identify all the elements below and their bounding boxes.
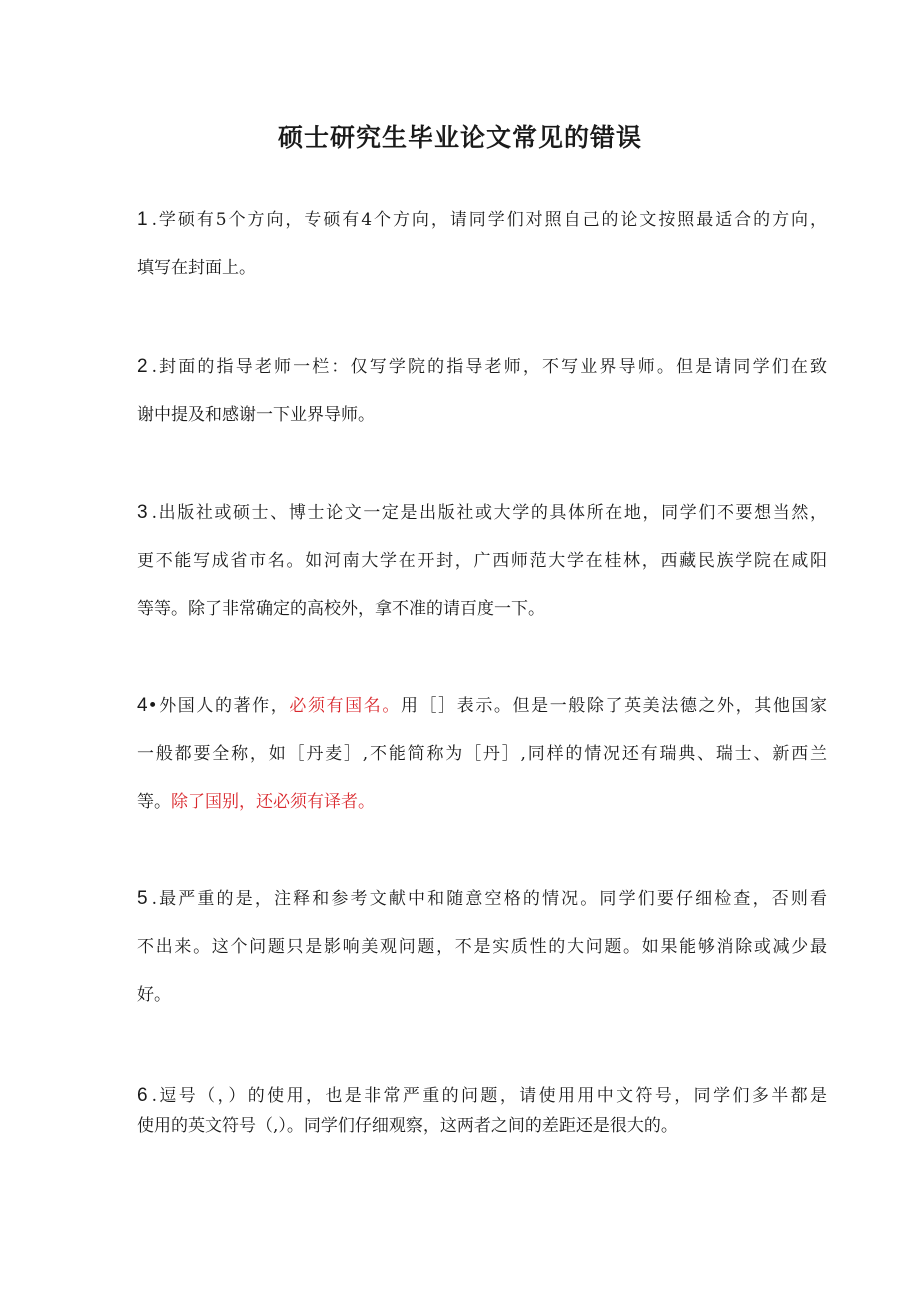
highlight-translator-required: 除了国别，还必须有译者。	[171, 792, 375, 812]
item-3-line-2: 更不能写成省市名。如河南大学在开封，广西师范大学在桂林，西藏民族学院在咸阳	[137, 551, 827, 571]
item-6-line-2: 使用的英文符号（,）。同学们仔细观察，这两者之间的差距还是很大的。	[137, 1116, 678, 1136]
page-title: 硕士研究生毕业论文常见的错误	[277, 123, 642, 152]
item-3-number: 3	[137, 502, 148, 523]
list-item-3	[137, 489, 827, 633]
item-2-line-1: 2 .封面的指导老师一栏：仅写学院的指导老师，不写业界导师。但是请同学们在致	[137, 356, 827, 377]
item-5-line-2: 不出来。这个问题只是影响美观问题，不是实质性的大问题。如果能够消除或减少最	[137, 937, 827, 957]
item-4-number: 4	[137, 695, 148, 716]
item-5-number: 5	[137, 888, 148, 909]
item-4-line-1: 4•外国人的著作，必须有国名。用［］表示。但是一般除了英美法德之外，其他国家	[137, 695, 828, 716]
item-6-number: 6	[137, 1085, 148, 1106]
item-2-line-2: 谢中提及和感谢一下业界导师。	[137, 405, 375, 425]
list-item-6	[137, 1081, 827, 1141]
item-3-line-3: 等等。除了非常确定的高校外，拿不准的请百度一下。	[137, 599, 545, 619]
list-item-2	[137, 343, 827, 439]
item-1-line-1: 1 .学硕有5个方向，专硕有4个方向，请同学们对照自己的论文按照最适合的方向，	[137, 209, 827, 230]
item-1-number: 1	[137, 209, 148, 230]
item-4-line-3: 等。除了国别，还必须有译者。	[137, 792, 375, 812]
item-5-line-1: 5 .最严重的是，注释和参考文献中和随意空格的情况。同学们要仔细检查，否则看	[137, 888, 827, 909]
list-item-4	[137, 682, 827, 826]
highlight-country-required: 必须有国名。	[289, 696, 401, 716]
list-item-5	[137, 875, 827, 1019]
item-2-number: 2	[137, 356, 148, 377]
item-3-line-1: 3 .出版社或硕士、博士论文一定是出版社或大学的具体所在地，同学们不要想当然，	[137, 502, 827, 523]
list-item-1	[137, 196, 827, 292]
item-5-line-3: 好。	[137, 985, 171, 1005]
item-6-line-1: 6 .逗号（，）的使用，也是非常严重的问题，请使用用中文符号，同学们多半都是	[137, 1085, 827, 1106]
item-1-line-2: 填写在封面上。	[137, 258, 256, 278]
item-4-line-2: 一般都要全称，如［丹麦］,不能简称为［丹］,同样的情况还有瑞典、瑞士、新西兰	[137, 744, 827, 764]
